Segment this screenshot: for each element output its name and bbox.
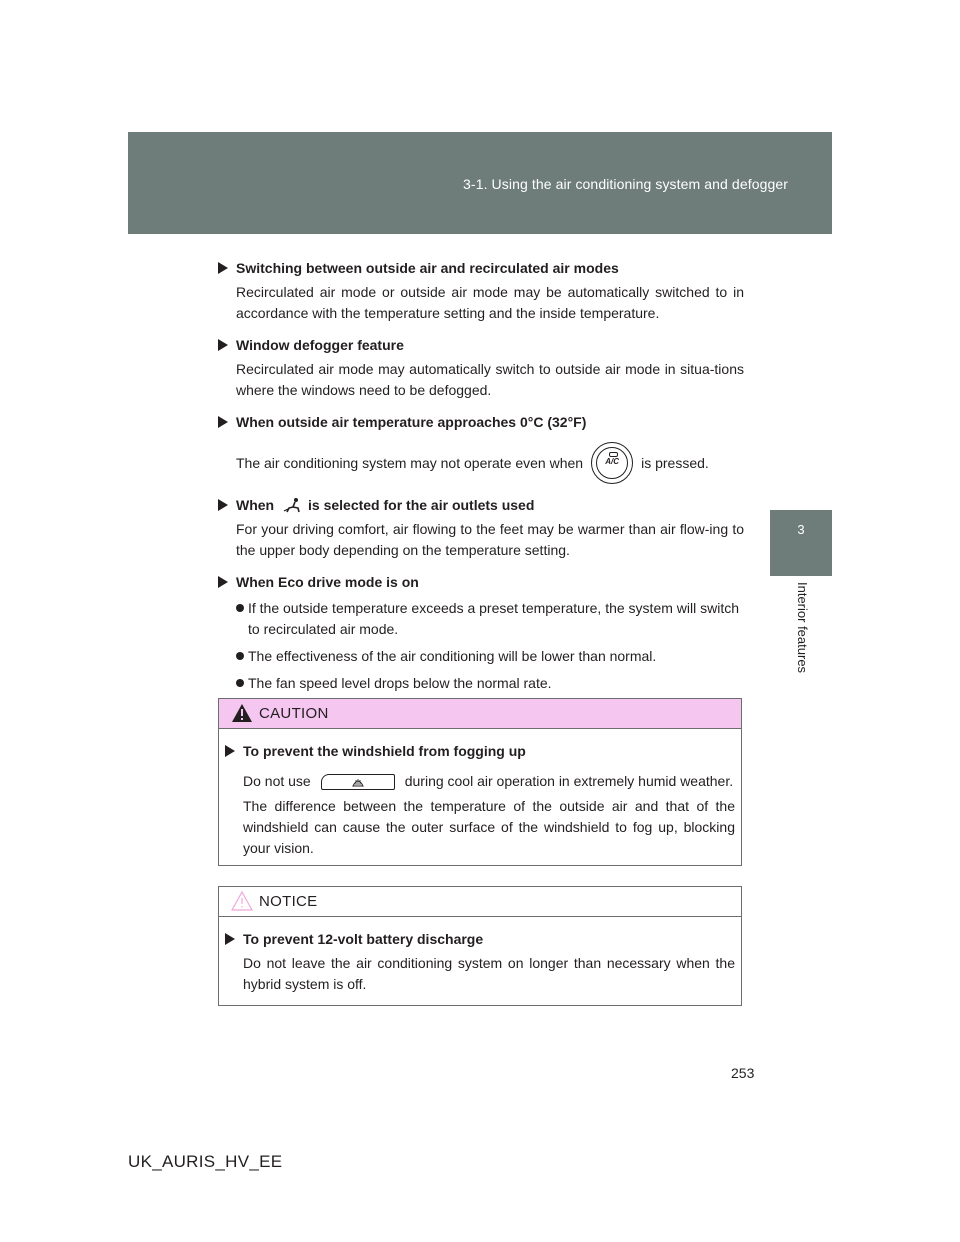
caution-box <box>218 698 742 866</box>
ac-button-label: A/C <box>605 457 619 466</box>
feet-airflow-icon <box>282 497 304 513</box>
ac-button-icon <box>591 442 633 484</box>
chapter-label: Interior features <box>795 582 810 674</box>
caution-text-after: during cool air operation in extremely humid weather. <box>404 773 734 789</box>
notice-header <box>219 887 741 917</box>
triangle-bullet-icon <box>218 499 228 511</box>
triangle-bullet-icon <box>218 576 228 588</box>
caution-title: CAUTION <box>259 705 329 722</box>
notice-title: NOTICE <box>259 893 318 910</box>
triangle-bullet-icon <box>218 416 228 428</box>
triangle-bullet-icon <box>225 933 235 945</box>
notice-text: Do not leave the air conditioning system on longer than necessary when the hybrid system is off. <box>243 955 735 992</box>
triangle-bullet-icon <box>225 745 235 757</box>
chapter-tab <box>770 510 832 576</box>
main-content <box>218 258 744 705</box>
notice-warning-icon <box>231 891 253 911</box>
footer-code: UK_AURIS_HV_EE <box>128 1152 283 1171</box>
caution-text-before: Do not use <box>243 773 311 789</box>
section-text: Recirculated air mode may automatically switch to outside air mode in situa-tions where the windows need to be defogged. <box>236 361 744 398</box>
section-text-after: is pressed. <box>641 455 709 471</box>
section-air-outlets <box>218 495 744 561</box>
section-defogger <box>218 335 744 401</box>
caution-heading: To prevent the windshield from fogging up <box>243 743 526 759</box>
section-heading: When Eco drive mode is on <box>236 574 419 590</box>
section-switching <box>218 258 744 324</box>
list-item: The effectiveness of the air conditioning will be lower than normal. <box>236 646 744 667</box>
section-heading: Window defogger feature <box>236 337 404 353</box>
warning-icon <box>231 703 253 723</box>
section-text: The air conditioning system may not operate even when <box>236 455 584 471</box>
notice-heading: To prevent 12-volt battery discharge <box>243 931 484 947</box>
list-item: If the outside temperature exceeds a preset temperature, the system will switch to recirculated air mode. <box>236 598 744 640</box>
caution-text: The difference between the temperature of the outside air and that of the windshield can cause the outer surface of the windshield to fog up, blocking your vision. <box>243 798 735 856</box>
triangle-bullet-icon <box>218 339 228 351</box>
notice-box <box>218 886 742 1006</box>
section-heading: Switching between outside air and recirculated air modes <box>236 260 619 276</box>
section-heading-after: is selected for the air outlets used <box>308 497 535 513</box>
chapter-number: 3 <box>797 522 805 537</box>
section-heading-before: When <box>236 497 275 513</box>
section-text: Recirculated air mode or outside air mode may be automatically switched to in accordance with the temperature setting and the inside temperature. <box>236 284 744 321</box>
section-heading: When outside air temperature approaches 0°C (32°F) <box>236 414 587 430</box>
page-number: 253 <box>731 1065 755 1081</box>
triangle-bullet-icon <box>218 262 228 274</box>
section-text: For your driving comfort, air flowing to the feet may be warmer than air flow-ing to the upper body depending on the temperature setting. <box>236 521 744 558</box>
list-item: The fan speed level drops below the normal rate. <box>236 673 744 694</box>
section-outside-temp <box>218 412 744 484</box>
windshield-defogger-icon <box>321 774 395 790</box>
header-bar <box>128 132 832 234</box>
section-title: 3-1. Using the air conditioning system and defogger <box>463 176 788 192</box>
caution-header <box>219 699 741 729</box>
section-eco-mode <box>218 572 744 694</box>
